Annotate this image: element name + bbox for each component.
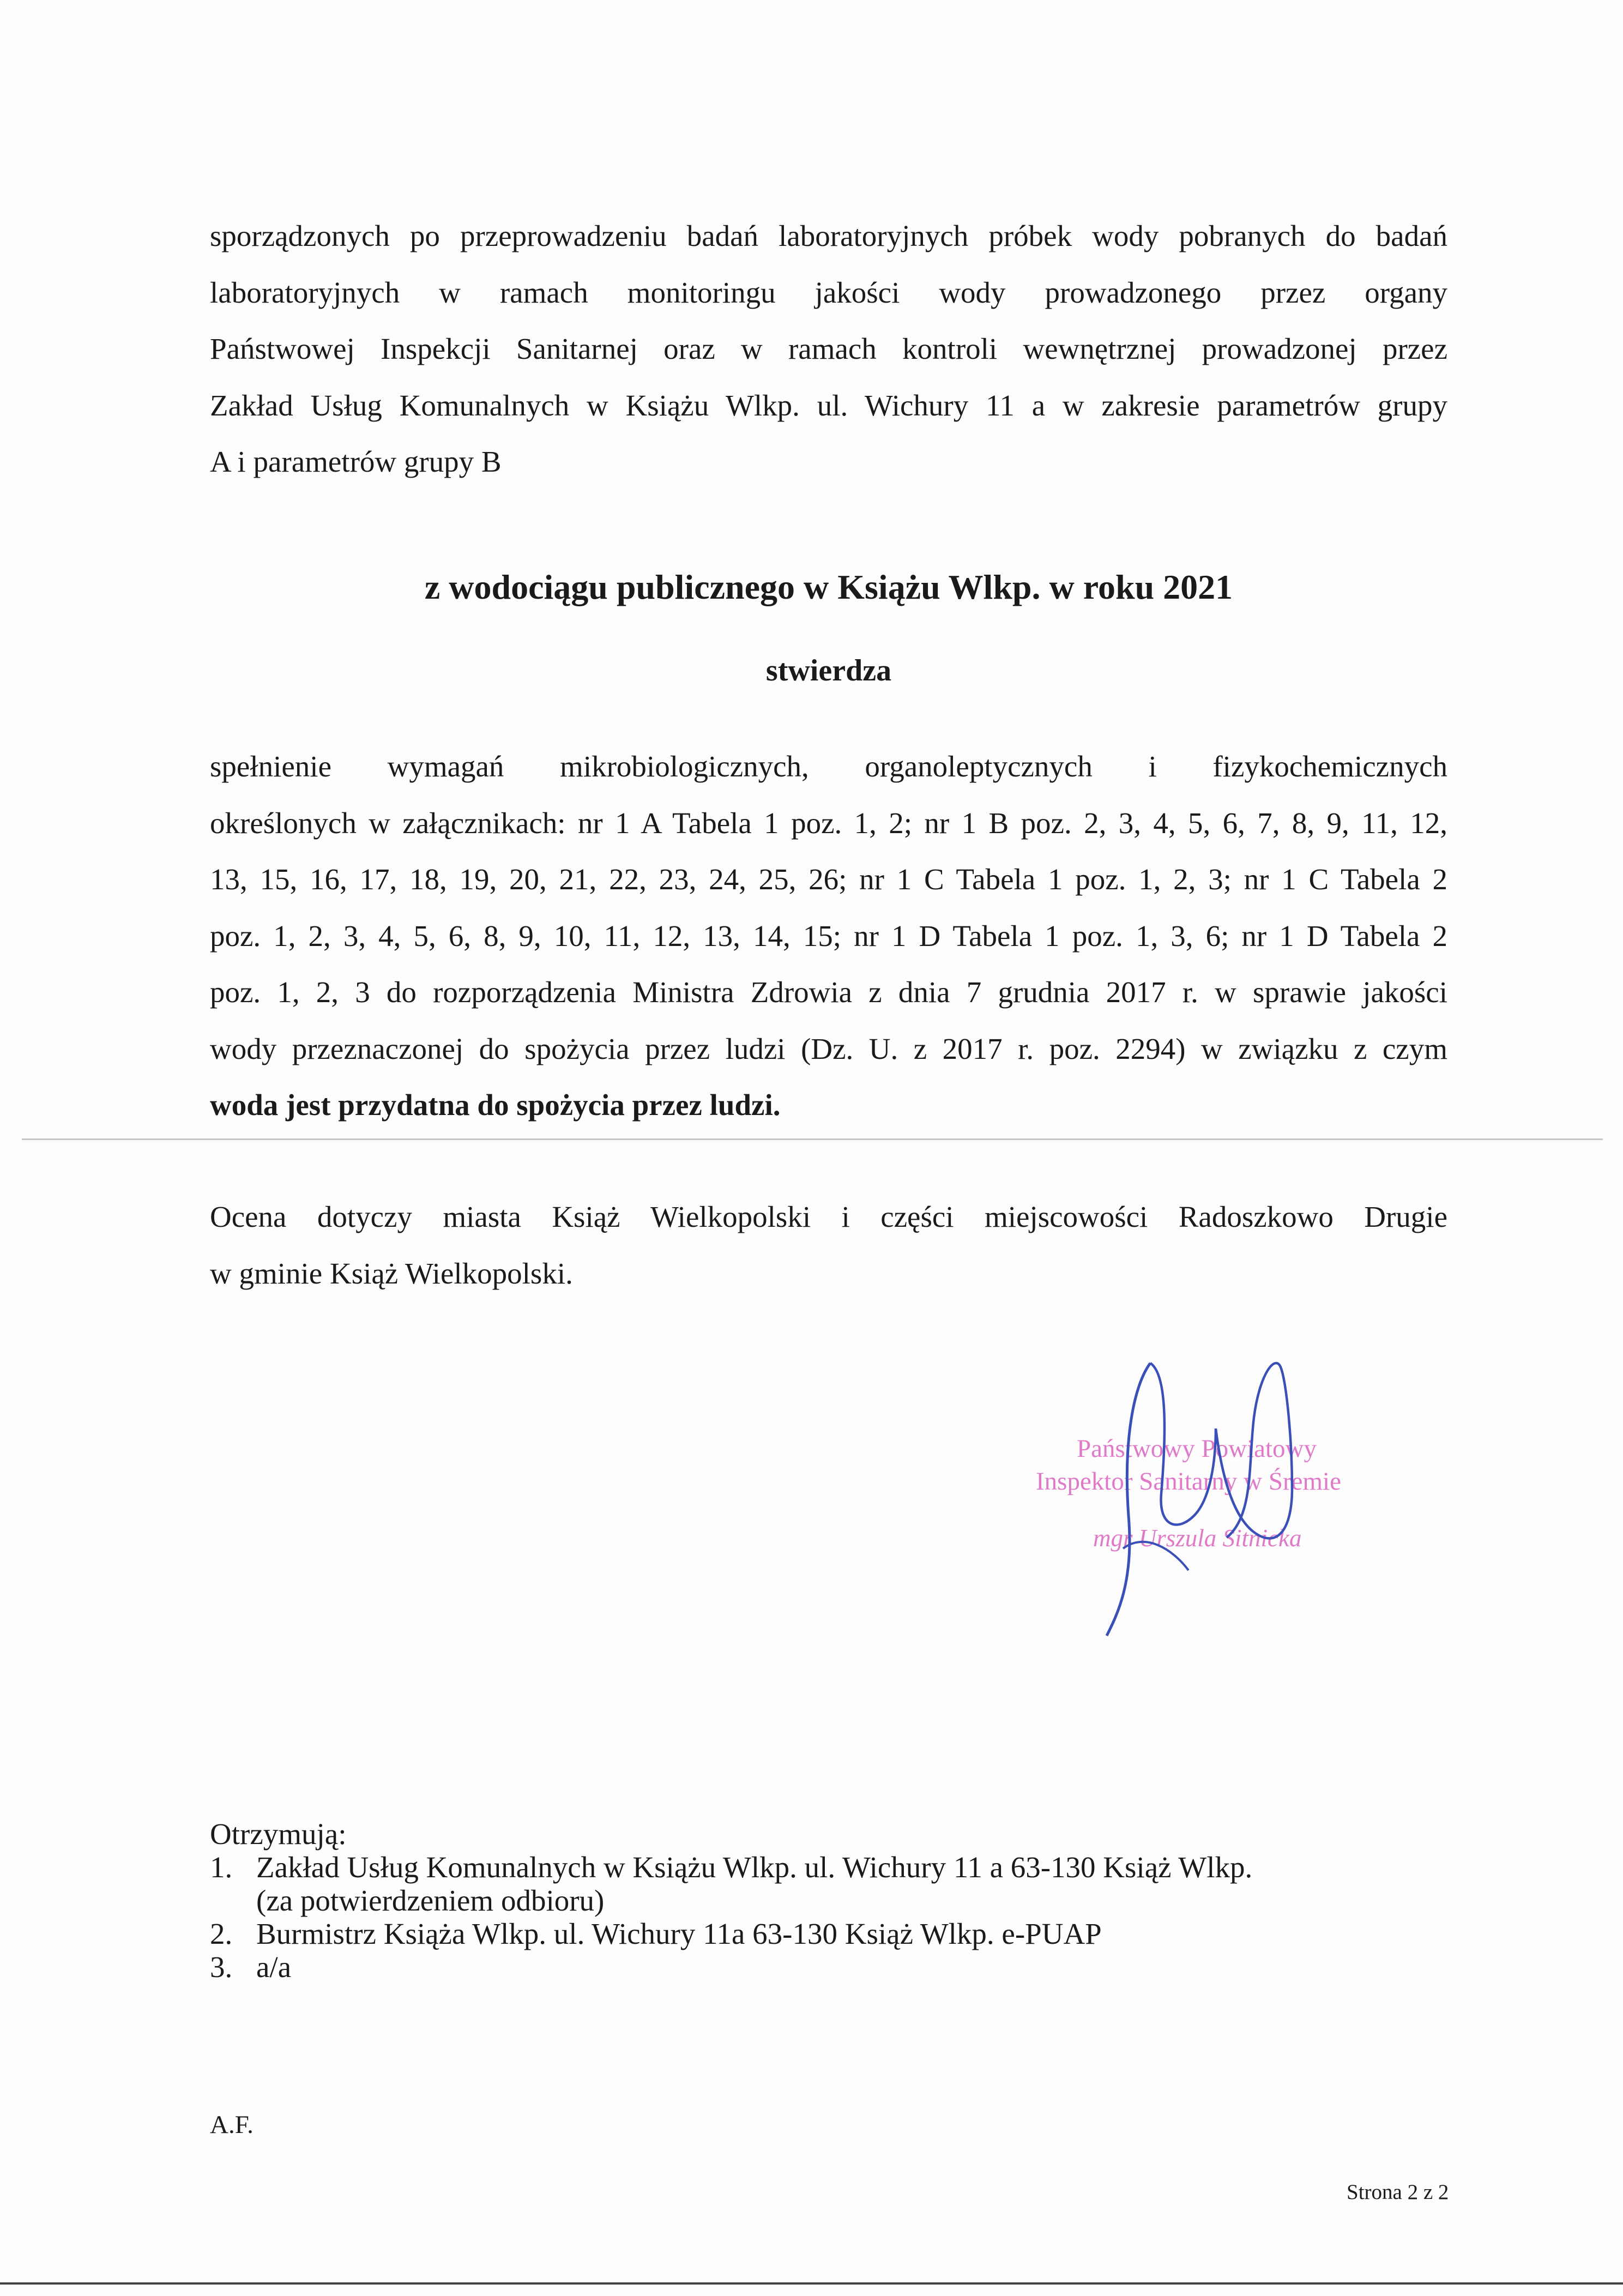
stamp-line-1: Państwowy Powiatowy [1077,1435,1317,1463]
recipients-title: Otrzymują: [210,1817,347,1851]
finding-line: określonych w załącznikach: nr 1 A Tabela 1 poz. 1, 2; nr 1 B poz. 2, 3, 4, 5, 6, 7, 8, 9, 11, 12, [210,806,1447,840]
intro-line: Państwowej Inspekcji Sanitarnej oraz w ramach kontroli wewnętrznej prowadzonej przez [210,332,1447,365]
intro-line: laboratoryjnych w ramach monitoringu jakości wody prowadzonego przez organy [210,275,1447,309]
scan-line-artifact [22,1138,1603,1140]
finding-line: spełnienie wymagań mikrobiologicznych, organoleptycznych i fizykochemicznych [210,750,1447,783]
recipient-text: Burmistrz Książa Wlkp. ul. Wichury 11a 63-130 Książ Wlkp. e-PUAP [256,1917,1102,1950]
document-heading: z wodociągu publicznego w Książu Wlkp. w roku 2021 [424,568,1233,606]
recipient-item [210,1950,1252,1984]
document-subheading: stwierdza [765,654,892,688]
finding-line: poz. 1, 2, 3 do rozporządzenia Ministra Zdrowia z dnia 7 grudnia 2017 r. w sprawie jakości [210,975,1447,1009]
scope-line: Ocena dotyczy miasta Książ Wielkopolski i części miejscowości Radoszkowo Drugie [210,1200,1447,1233]
stamp-line-2: Inspektor Sanitarny w Śremie [1036,1467,1341,1496]
intro-paragraph [210,208,1447,490]
intro-line: Zakład Usług Komunalnych w Książu Wlkp. ul. Wichury 11 a w zakresie parametrów grupy [210,388,1447,422]
recipient-number: 2. [210,1917,233,1950]
finding-line: wody przeznaczonej do spożycia przez ludzi (Dz. U. z 2017 r. poz. 2294) w związku z czym [210,1032,1447,1065]
intro-line: sporządzonych po przeprowadzeniu badań laboratoryjnych próbek wody pobranych do badań [210,219,1447,252]
recipient-number: 3. [210,1950,233,1984]
scope-line: w gminie Książ Wielkopolski. [210,1256,573,1290]
page-number: Strona 2 z 2 [1347,2180,1449,2204]
finding-line: poz. 1, 2, 3, 4, 5, 6, 8, 9, 10, 11, 12, 13, 14, 15; nr 1 D Tabela 1 poz. 1, 3, 6; nr 1 D Tabela 2 [210,919,1447,953]
recipient-text: a/a [256,1950,292,1984]
scope-paragraph [210,1189,1447,1301]
author-initials: A.F. [210,2111,254,2139]
finding-paragraph [210,738,1447,1134]
finding-conclusion: woda jest przydatna do spożycia przez ludzi. [210,1088,781,1122]
recipients-list [210,1817,1252,1984]
bottom-border-line [0,2282,1623,2285]
finding-line: 13, 15, 16, 17, 18, 19, 20, 21, 22, 23, 24, 25, 26; nr 1 C Tabela 1 poz. 1, 2, 3; nr 1 C Tabela 2 [210,863,1447,896]
signature-icon [1090,1352,1319,1647]
recipient-number: 1. [210,1851,233,1884]
stamp-line-3: mgr Urszula Sitnicka [1093,1524,1302,1552]
intro-line: A i parametrów grupy B [210,445,502,478]
recipient-item [210,1851,1252,1917]
recipient-item [210,1917,1252,1950]
recipient-text: Zakład Usług Komunalnych w Książu Wlkp. ul. Wichury 11 a 63-130 Książ Wlkp. [256,1851,1253,1884]
recipient-subtext: (za potwierdzeniem odbioru) [256,1884,605,1917]
